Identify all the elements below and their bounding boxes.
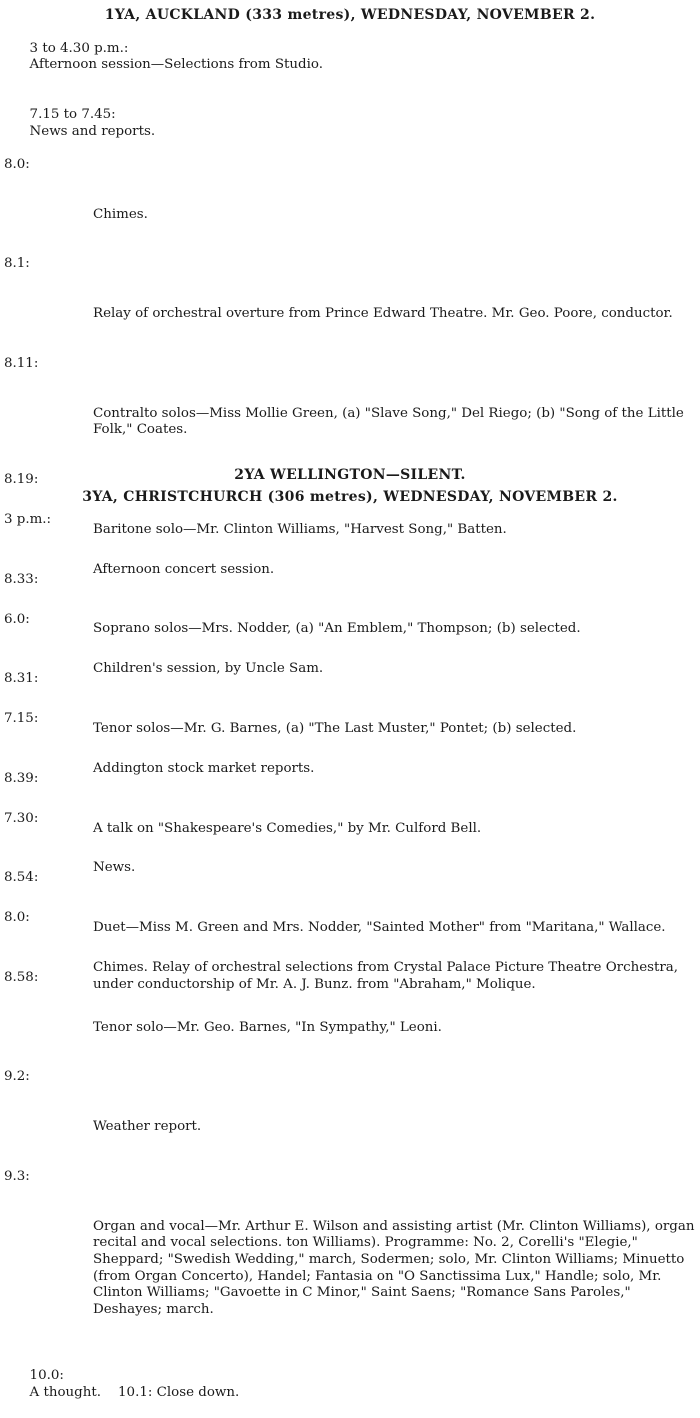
entry-time: 7.15 to 7.45:: [29, 106, 116, 122]
entry-time: 8.0:: [4, 910, 30, 926]
entry-time: 6.0:: [4, 611, 30, 627]
entry-text: News.: [93, 860, 136, 876]
program-entry: [0, 512, 700, 612]
entry-text: Tenor solo—Mr. Geo. Barnes, "In Sympathy," Leoni.: [93, 1019, 442, 1035]
program-entry: [0, 711, 700, 811]
program-entry: [0, 356, 700, 472]
wellington-christchurch-section: [0, 466, 700, 1026]
entry-text: Chimes.: [93, 206, 148, 222]
program-entry: [0, 1352, 700, 1418]
christchurch-heading: 3YA, CHRISTCHURCH (306 metres), WEDNESDAY, NOVEMBER 2.: [82, 489, 618, 505]
entry-time: 8.58:: [4, 969, 39, 985]
entry-time: 3 p.m.:: [4, 512, 52, 527]
program-entry: [0, 24, 700, 90]
entry-time: 3 to 4.30 p.m.:: [29, 40, 129, 56]
entry-text: Chimes. Relay of orchestral selections from Crystal Palace Picture Theatre Orchestra, under conductorship of Mr. A. J. Bunz. from "Abraham," Molique.: [93, 960, 683, 992]
entry-time: 8.19:: [4, 472, 39, 488]
entry-text: Afternoon session—Selections from Studio.: [29, 57, 323, 73]
program-entry: [0, 811, 700, 911]
entry-text: Contralto solos—Miss Mollie Green, (a) "Slave Song," Del Riego; (b) "Song of the Little Folk," Coates.: [93, 405, 689, 438]
entry-text: Organ and vocal—Mr. Arthur E. Wilson and assisting artist (Mr. Clinton Williams), organ recital and vocal selections. ton Williams). Programme: No. 2, Corelli's "Elegie," Sheppard; "Swedish Wedding," march, Sodermen; solo, Mr. Clinton Williams; Minuetto (from Organ Concerto), Handel; Fantasia on "O Sanctissima Lux," Handle; solo, Mr. Clinton Williams; "Gavoette in C Minor," Saint Saens; "Romance Sans Paroles," Deshayes; march.: [93, 1218, 699, 1317]
entry-time: 8.0:: [4, 156, 30, 172]
entry-text: Children's session, by Uncle Sam.: [93, 661, 324, 677]
entry-text: Duet—Miss M. Green and Mrs. Nodder, "Sainted Mother" from "Maritana," Wallace.: [93, 920, 666, 936]
entry-time: 10.0:: [29, 1368, 64, 1384]
program-entry: [0, 1169, 700, 1352]
entry-time: 9.2:: [4, 1069, 30, 1085]
entry-time: 8.33:: [4, 571, 39, 587]
entry-text: Addington stock market reports.: [93, 760, 315, 776]
program-entry: [0, 256, 700, 356]
entry-time: 7.15:: [4, 711, 39, 727]
entry-time: 8.1:: [4, 256, 30, 272]
program-entry: [0, 910, 700, 1026]
program-entry: [0, 612, 700, 712]
entry-text: A talk on "Shakespeare's Comedies," by Mr. Culford Bell.: [93, 820, 482, 836]
entry-time: 8.39:: [4, 770, 39, 786]
entry-text: Weather report.: [93, 1119, 202, 1135]
entry-text: Tenor solos—Mr. G. Barnes, (a) "The Last Muster," Pontet; (b) selected.: [93, 720, 577, 736]
program-entry: [0, 157, 700, 257]
entry-text: Soprano solos—Mrs. Nodder, (a) "An Emblem," Thompson; (b) selected.: [93, 621, 581, 637]
entry-time: 7.30:: [4, 810, 39, 826]
entry-time: 9.3:: [4, 1168, 30, 1184]
entry-time: 8.31:: [4, 671, 39, 687]
program-entry: [0, 1069, 700, 1169]
entry-text: Baritone solo—Mr. Clinton Williams, "Harvest Song," Batten.: [93, 521, 507, 537]
entry-text: Relay of orchestral overture from Prince Edward Theatre. Mr. Geo. Poore, conductor.: [93, 306, 673, 322]
entry-text: Afternoon concert session.: [93, 561, 275, 577]
entry-time: 8.11:: [4, 355, 39, 371]
wellington-heading: 2YA WELLINGTON—SILENT.: [234, 467, 466, 483]
entry-text: News and reports.: [29, 123, 156, 139]
auckland-heading: 1YA, AUCKLAND (333 metres), WEDNESDAY, NOVEMBER 2.: [104, 7, 596, 23]
program-entry: [0, 90, 700, 156]
entry-text: A thought. 10.1: Close down.: [29, 1384, 240, 1400]
entry-time: 8.54:: [4, 870, 39, 886]
